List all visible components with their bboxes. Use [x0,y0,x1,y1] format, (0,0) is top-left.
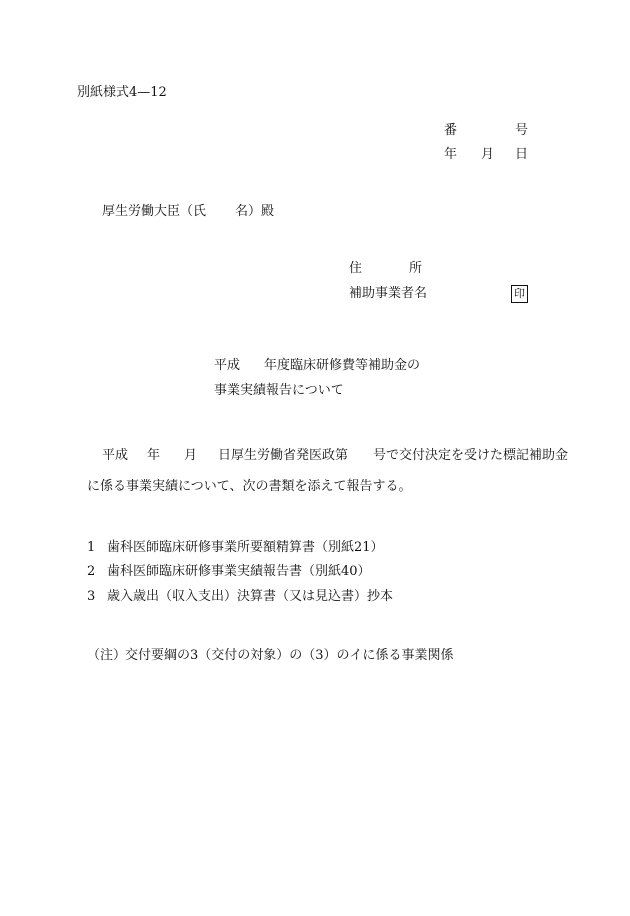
number-suffix: 号 [515,123,529,138]
body-year: 年 [147,448,161,463]
note-label: （注） [87,648,127,663]
attachment-text: 歳入歳出（収入支出）決算書（又は見込書）抄本 [107,589,394,604]
body-line2: に係る事業実績について、次の書類を添えて報告する。 [87,479,412,494]
number-label: 番 [444,123,458,138]
body-rest: 号で交付決定を受けた標記補助金 [373,448,569,463]
title-line2: 事業実績報告について [214,383,344,398]
attachment-num: 2 [87,564,96,579]
form-number: 別紙様式4—12 [77,85,167,100]
attachment-num: 1 [87,540,96,555]
attachment-text: 歯科医師臨床研修事業所要額精算書（別紙21） [107,540,384,555]
attachment-text: 歯科医師臨床研修事業実績報告書（別紙40） [107,564,371,579]
attachment-num: 3 [87,589,96,604]
address-label-1: 住 [349,261,363,276]
title-era: 平成 [214,358,241,373]
applicant-name-label: 補助事業者名 [349,286,428,301]
body-era: 平成 [102,448,129,463]
body-month: 月 [184,448,198,463]
body-notice: 日厚生労働省発医政第 [218,448,349,463]
month-label: 月 [481,147,495,162]
title-line1: 年度臨床研修費等補助金の [264,358,421,373]
seal-mark: 印 [511,285,528,303]
addressee-prefix: 厚生労働大臣（氏 [102,204,207,219]
day-label: 日 [515,147,529,162]
year-label: 年 [444,147,458,162]
address-label-2: 所 [409,261,423,276]
note-text: 交付要綱の3（交付の対象）の（3）のイに係る事業関係 [125,648,454,663]
addressee-suffix: 名）殿 [235,204,275,219]
